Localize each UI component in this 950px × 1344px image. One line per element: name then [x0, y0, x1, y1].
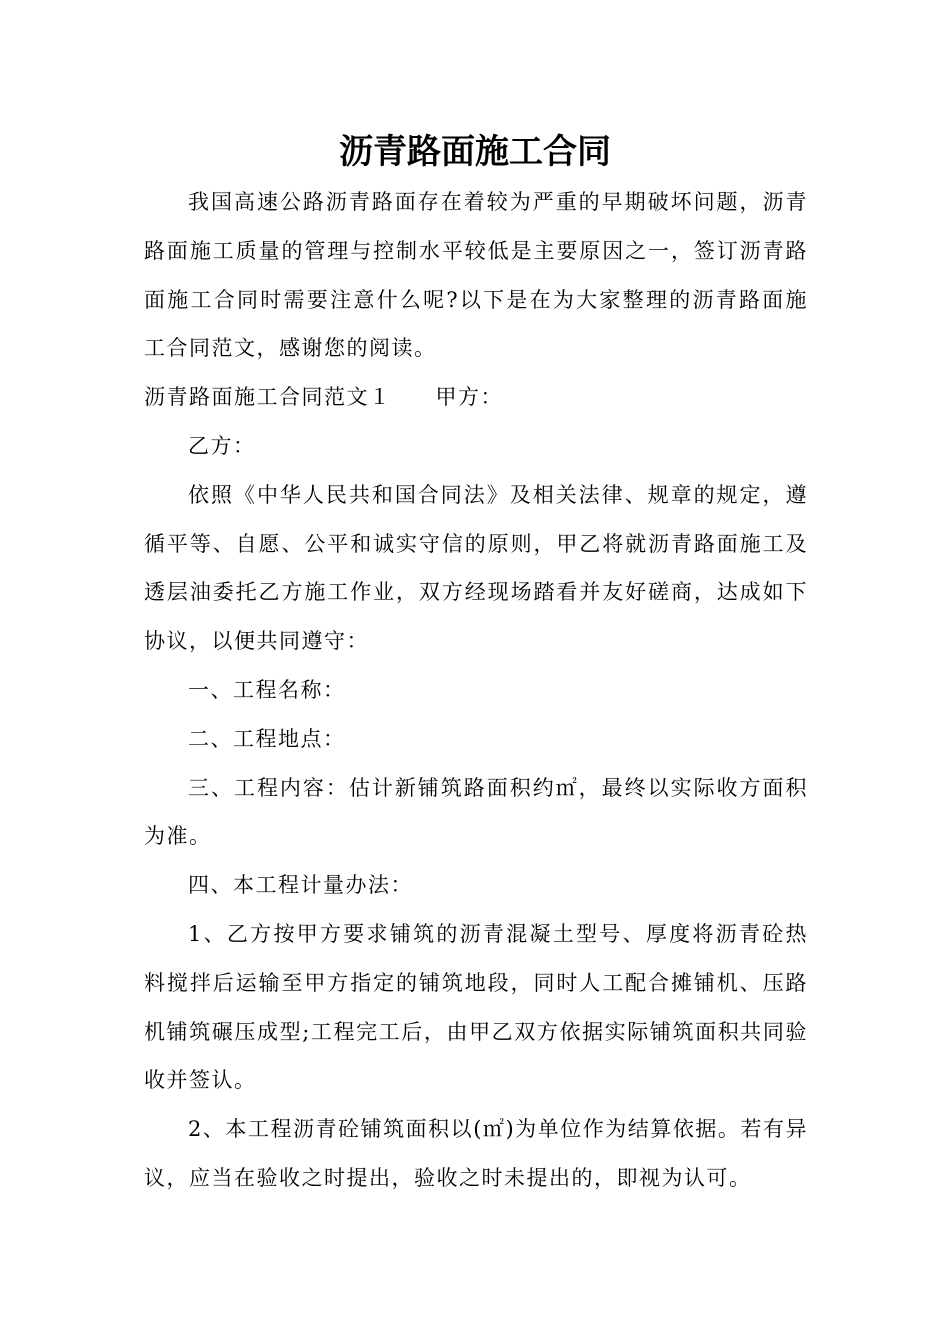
sample-heading: 沥青路面施工合同范文１ [144, 385, 392, 410]
measurement-item-2: 2、本工程沥青砼铺筑面积以(㎡)为单位作为结算依据。若有异议，应当在验收之时提出，验收之时未提出的，即视为认可。 [144, 1117, 808, 1190]
party-b-label: 乙方： [188, 433, 256, 458]
clause-project-content: 三、工程内容：估计新铺筑路面积约㎡，最终以实际收方面积为准。 [144, 775, 808, 849]
measurement-item-1: 1、乙方按甲方要求铺筑的沥青混凝土型号、厚度将沥青砼热料搅拌后运输至甲方指定的铺筑地段，同时人工配合摊铺机、压路机铺筑碾压成型;工程完工后，由甲乙双方依据实际铺筑面积共同验收并签认。 [144, 921, 808, 1093]
clause-project-location: 二、工程地点： [188, 726, 346, 751]
basis-paragraph: 依照《中华人民共和国合同法》及相关法律、规章的规定，遵循平等、自愿、公平和诚实守信的原则，甲乙将就沥青路面施工及透层油委托乙方施工作业，双方经现场踏看并友好磋商，达成如下协议，以便共同遵守： [144, 482, 808, 654]
document-title: 沥青路面施工合同 [339, 132, 611, 172]
party-a-label: 甲方： [435, 385, 503, 410]
sample-heading-line [144, 373, 808, 422]
clause-measurement-method: 四、本工程计量办法： [188, 873, 413, 898]
intro-paragraph: 我国高速公路沥青路面存在着较为严重的早期破坏问题，沥青路面施工质量的管理与控制水平较低是主要原因之一，签订沥青路面施工合同时需要注意什么呢?以下是在为大家整理的沥青路面施工合同范文，感谢您的阅读。 [144, 190, 808, 361]
document-body [144, 178, 808, 1203]
clause-project-name: 一、工程名称： [188, 677, 346, 702]
